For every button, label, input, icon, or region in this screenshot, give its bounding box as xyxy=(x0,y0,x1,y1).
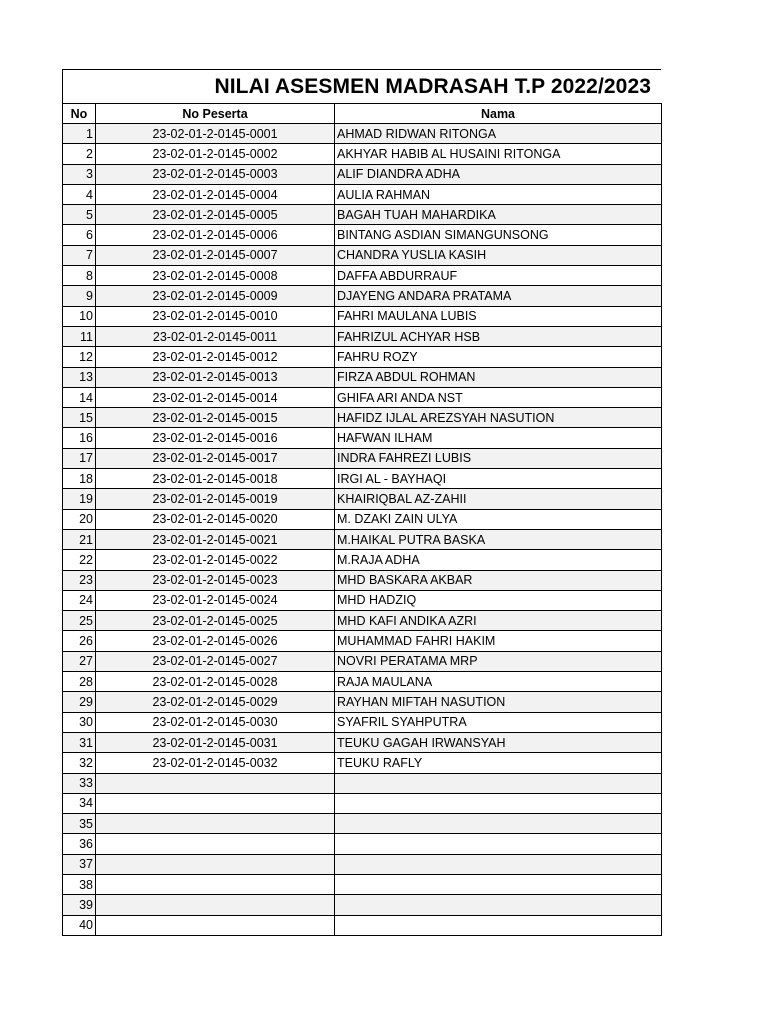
spreadsheet xyxy=(62,69,661,936)
participant-number: 23-02-01-2-0145-0023 xyxy=(96,570,335,590)
student-name: DJAYENG ANDARA PRATAMA xyxy=(335,286,662,306)
row-number: 7 xyxy=(63,245,96,265)
participant-number: 23-02-01-2-0145-0024 xyxy=(96,590,335,610)
table-body xyxy=(63,124,662,936)
participant-number: 23-02-01-2-0145-0032 xyxy=(96,753,335,773)
row-number: 30 xyxy=(63,712,96,732)
table-row xyxy=(63,164,662,184)
participant-number: 23-02-01-2-0145-0028 xyxy=(96,672,335,692)
participant-number: 23-02-01-2-0145-0007 xyxy=(96,245,335,265)
row-number: 19 xyxy=(63,489,96,509)
row-number: 32 xyxy=(63,753,96,773)
student-name xyxy=(335,874,662,894)
table-row xyxy=(63,387,662,407)
participant-number: 23-02-01-2-0145-0021 xyxy=(96,529,335,549)
student-name: RAYHAN MIFTAH NASUTION xyxy=(335,692,662,712)
student-name xyxy=(335,773,662,793)
table-row xyxy=(63,854,662,874)
table-row xyxy=(63,895,662,915)
row-number: 3 xyxy=(63,164,96,184)
table-row xyxy=(63,712,662,732)
row-number: 33 xyxy=(63,773,96,793)
table-row xyxy=(63,550,662,570)
student-name: TEUKU GAGAH IRWANSYAH xyxy=(335,732,662,752)
table-row xyxy=(63,124,662,144)
row-number: 36 xyxy=(63,834,96,854)
row-number: 4 xyxy=(63,184,96,204)
student-name: GHIFA ARI ANDA NST xyxy=(335,387,662,407)
title-row xyxy=(62,69,661,103)
table-row xyxy=(63,408,662,428)
row-number: 34 xyxy=(63,793,96,813)
row-number: 39 xyxy=(63,895,96,915)
row-number: 13 xyxy=(63,367,96,387)
row-number: 21 xyxy=(63,529,96,549)
participant-number xyxy=(96,854,335,874)
participant-number: 23-02-01-2-0145-0010 xyxy=(96,306,335,326)
participant-number xyxy=(96,773,335,793)
student-name: AULIA RAHMAN xyxy=(335,184,662,204)
row-number: 2 xyxy=(63,144,96,164)
table-row xyxy=(63,590,662,610)
student-name xyxy=(335,915,662,935)
table-row xyxy=(63,814,662,834)
table-row xyxy=(63,611,662,631)
header-nama: Nama xyxy=(335,104,662,124)
student-name: INDRA FAHREZI LUBIS xyxy=(335,448,662,468)
row-number: 1 xyxy=(63,124,96,144)
participant-number: 23-02-01-2-0145-0001 xyxy=(96,124,335,144)
table-row xyxy=(63,570,662,590)
student-name: MUHAMMAD FAHRI HAKIM xyxy=(335,631,662,651)
student-name: FAHRIZUL ACHYAR HSB xyxy=(335,326,662,346)
participant-number: 23-02-01-2-0145-0030 xyxy=(96,712,335,732)
row-number: 40 xyxy=(63,915,96,935)
table-row xyxy=(63,306,662,326)
table-row xyxy=(63,144,662,164)
participant-number: 23-02-01-2-0145-0027 xyxy=(96,651,335,671)
table-row xyxy=(63,651,662,671)
participant-number: 23-02-01-2-0145-0006 xyxy=(96,225,335,245)
table-row xyxy=(63,367,662,387)
row-number: 29 xyxy=(63,692,96,712)
participant-number xyxy=(96,895,335,915)
table-row xyxy=(63,672,662,692)
header-no: No xyxy=(63,104,96,124)
row-number: 8 xyxy=(63,266,96,286)
row-number: 10 xyxy=(63,306,96,326)
student-table xyxy=(62,103,662,936)
participant-number xyxy=(96,834,335,854)
participant-number: 23-02-01-2-0145-0026 xyxy=(96,631,335,651)
participant-number xyxy=(96,874,335,894)
student-name: NOVRI PERATAMA MRP xyxy=(335,651,662,671)
student-name: MHD BASKARA AKBAR xyxy=(335,570,662,590)
table-row xyxy=(63,753,662,773)
row-number: 5 xyxy=(63,205,96,225)
row-number: 38 xyxy=(63,874,96,894)
student-name: ALIF DIANDRA ADHA xyxy=(335,164,662,184)
table-row xyxy=(63,225,662,245)
participant-number: 23-02-01-2-0145-0031 xyxy=(96,732,335,752)
row-number: 12 xyxy=(63,347,96,367)
participant-number: 23-02-01-2-0145-0017 xyxy=(96,448,335,468)
student-name: AKHYAR HABIB AL HUSAINI RITONGA xyxy=(335,144,662,164)
student-name: FAHRI MAULANA LUBIS xyxy=(335,306,662,326)
row-number: 25 xyxy=(63,611,96,631)
participant-number: 23-02-01-2-0145-0008 xyxy=(96,266,335,286)
student-name xyxy=(335,854,662,874)
header-no-peserta: No Peserta xyxy=(96,104,335,124)
student-name xyxy=(335,814,662,834)
participant-number: 23-02-01-2-0145-0025 xyxy=(96,611,335,631)
row-number: 14 xyxy=(63,387,96,407)
table-row xyxy=(63,732,662,752)
participant-number xyxy=(96,814,335,834)
student-name xyxy=(335,793,662,813)
row-number: 22 xyxy=(63,550,96,570)
student-name: FAHRU ROZY xyxy=(335,347,662,367)
participant-number xyxy=(96,915,335,935)
participant-number: 23-02-01-2-0145-0009 xyxy=(96,286,335,306)
row-number: 16 xyxy=(63,428,96,448)
participant-number: 23-02-01-2-0145-0005 xyxy=(96,205,335,225)
table-row xyxy=(63,184,662,204)
table-row xyxy=(63,428,662,448)
table-row xyxy=(63,245,662,265)
table-row xyxy=(63,205,662,225)
student-name: CHANDRA YUSLIA KASIH xyxy=(335,245,662,265)
row-number: 17 xyxy=(63,448,96,468)
participant-number xyxy=(96,793,335,813)
table-row xyxy=(63,286,662,306)
student-name: BAGAH TUAH MAHARDIKA xyxy=(335,205,662,225)
table-row xyxy=(63,692,662,712)
table-row xyxy=(63,509,662,529)
row-number: 11 xyxy=(63,326,96,346)
student-name: RAJA MAULANA xyxy=(335,672,662,692)
row-number: 24 xyxy=(63,590,96,610)
participant-number: 23-02-01-2-0145-0012 xyxy=(96,347,335,367)
participant-number: 23-02-01-2-0145-0022 xyxy=(96,550,335,570)
table-row xyxy=(63,874,662,894)
row-number: 6 xyxy=(63,225,96,245)
participant-number: 23-02-01-2-0145-0014 xyxy=(96,387,335,407)
student-name: HAFWAN ILHAM xyxy=(335,428,662,448)
row-number: 28 xyxy=(63,672,96,692)
table-row xyxy=(63,448,662,468)
page-title: NILAI ASESMEN MADRASAH T.P 2022/2023 xyxy=(214,74,651,98)
row-number: 23 xyxy=(63,570,96,590)
row-number: 35 xyxy=(63,814,96,834)
row-number: 18 xyxy=(63,469,96,489)
student-name: HAFIDZ IJLAL AREZSYAH NASUTION xyxy=(335,408,662,428)
row-number: 9 xyxy=(63,286,96,306)
student-name xyxy=(335,895,662,915)
participant-number: 23-02-01-2-0145-0002 xyxy=(96,144,335,164)
student-name: MHD KAFI ANDIKA AZRI xyxy=(335,611,662,631)
row-number: 26 xyxy=(63,631,96,651)
student-name: M.RAJA ADHA xyxy=(335,550,662,570)
table-row xyxy=(63,834,662,854)
participant-number: 23-02-01-2-0145-0003 xyxy=(96,164,335,184)
table-row xyxy=(63,469,662,489)
participant-number: 23-02-01-2-0145-0016 xyxy=(96,428,335,448)
table-row xyxy=(63,529,662,549)
student-name: IRGI AL - BAYHAQI xyxy=(335,469,662,489)
participant-number: 23-02-01-2-0145-0013 xyxy=(96,367,335,387)
row-number: 37 xyxy=(63,854,96,874)
participant-number: 23-02-01-2-0145-0004 xyxy=(96,184,335,204)
student-name: AHMAD RIDWAN RITONGA xyxy=(335,124,662,144)
table-row xyxy=(63,915,662,935)
participant-number: 23-02-01-2-0145-0011 xyxy=(96,326,335,346)
student-name: KHAIRIQBAL AZ-ZAHII xyxy=(335,489,662,509)
table-row xyxy=(63,773,662,793)
table-row xyxy=(63,793,662,813)
student-name: BINTANG ASDIAN SIMANGUNSONG xyxy=(335,225,662,245)
row-number: 20 xyxy=(63,509,96,529)
student-name: M. DZAKI ZAIN ULYA xyxy=(335,509,662,529)
participant-number: 23-02-01-2-0145-0020 xyxy=(96,509,335,529)
table-row xyxy=(63,347,662,367)
student-name xyxy=(335,834,662,854)
student-name: TEUKU RAFLY xyxy=(335,753,662,773)
student-name: DAFFA ABDURRAUF xyxy=(335,266,662,286)
participant-number: 23-02-01-2-0145-0029 xyxy=(96,692,335,712)
header-row xyxy=(63,104,662,124)
row-number: 31 xyxy=(63,732,96,752)
student-name: SYAFRIL SYAHPUTRA xyxy=(335,712,662,732)
participant-number: 23-02-01-2-0145-0018 xyxy=(96,469,335,489)
table-row xyxy=(63,631,662,651)
table-row xyxy=(63,326,662,346)
participant-number: 23-02-01-2-0145-0015 xyxy=(96,408,335,428)
table-row xyxy=(63,489,662,509)
student-name: M.HAIKAL PUTRA BASKA xyxy=(335,529,662,549)
student-name: MHD HADZIQ xyxy=(335,590,662,610)
student-name: FIRZA ABDUL ROHMAN xyxy=(335,367,662,387)
table-row xyxy=(63,266,662,286)
row-number: 15 xyxy=(63,408,96,428)
row-number: 27 xyxy=(63,651,96,671)
participant-number: 23-02-01-2-0145-0019 xyxy=(96,489,335,509)
